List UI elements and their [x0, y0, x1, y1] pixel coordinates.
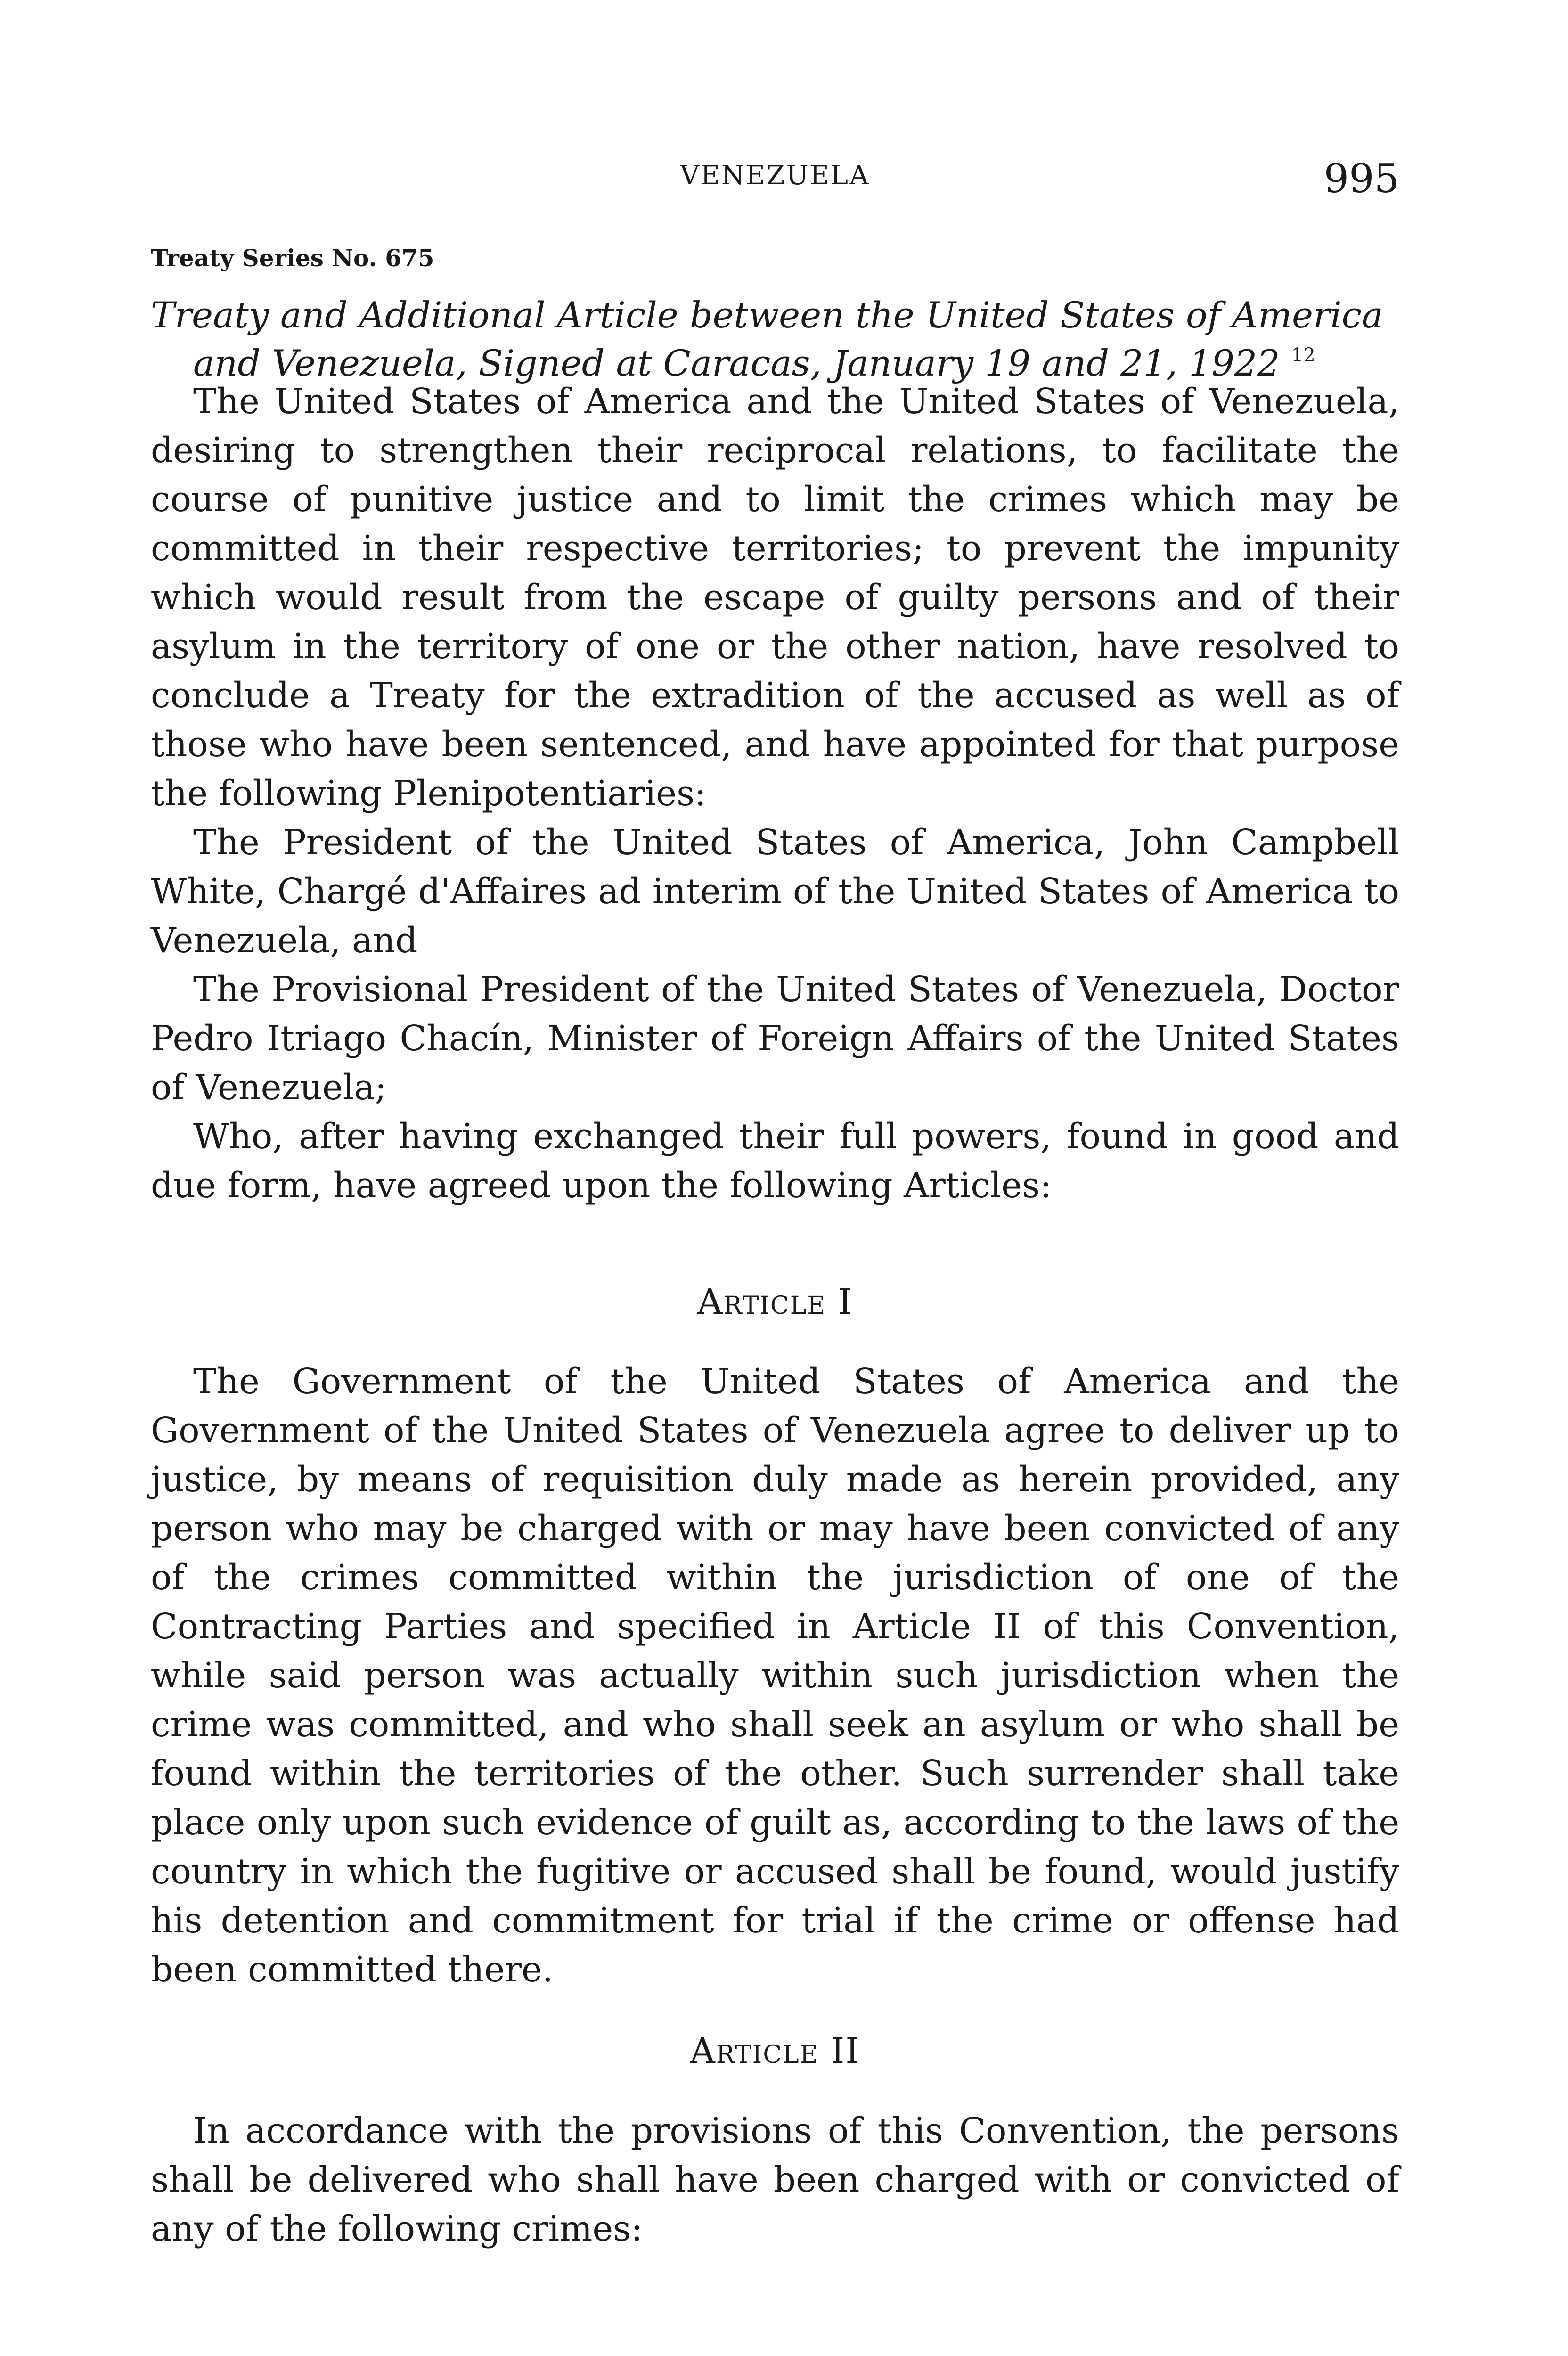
document-page — [151, 0, 1399, 2356]
article-1-body — [151, 1357, 1399, 1994]
page-number: 995 — [1323, 155, 1399, 202]
treaty-title-line-1: Treaty and Additional Article between the United States of America — [151, 294, 1383, 336]
article-1-paragraph: The Government of the United States of America and the Government of the United States of Venezuela agree to deliver up to justice, by means of requisition duly made as herein provided, any person who may be charged with or may have been convicted of any of the crimes committed within the jurisdiction of one of the Contracting Parties and specified in Article II of this Convention, while said person was actually within such jurisdiction when the crime was committed, and who shall seek an asylum or who shall be found within the territories of the other. Such surrender shall take place only upon such evidence of guilt as, according to the laws of the country in which the fugitive or accused shall be found, would justify his detention and commitment for trial if the crime or offense had been committed there. — [151, 1361, 1399, 1990]
running-title: VENEZUELA — [680, 160, 870, 191]
article-2-heading — [151, 2031, 1399, 2071]
preamble-paragraph: Who, after having exchanged their full powers, found in good and due form, have agreed upon the following Articles: — [151, 1116, 1399, 1206]
preamble-paragraph: The Provisional President of the United States of Venezuela, Doctor Pedro Itriago Chacín, Minister of Foreign Affairs of the United States of Venezuela; — [151, 969, 1399, 1108]
article-2-body — [151, 2106, 1399, 2253]
treaty-title-line-2-text: and Venezuela, Signed at Caracas, January 19 and 21, 1922 — [193, 342, 1280, 384]
footnote-reference[interactable]: 12 — [1291, 344, 1315, 366]
preamble-paragraph: The President of the United States of America, John Campbell White, Chargé d'Affaires ad interim of the United States of America to Venezuela, and — [151, 822, 1399, 961]
running-head — [151, 155, 1399, 202]
article-heading-word: Article — [690, 2031, 819, 2071]
preamble — [151, 377, 1399, 1210]
article-numeral: I — [838, 1282, 853, 1322]
preamble-paragraph: The United States of America and the United States of Venezuela, desiring to strengthen their reciprocal relations, to facilitate the course of punitive justice and to limit the crimes which may be committed in their respective territories; to prevent the impunity which would result from the escape of guilty persons and of their asylum in the territory of one or the other nation, have resolved to conclude a Treaty for the extradition of the accused as well as of those who have been sentenced, and have appointed for that purpose the following Plenipotentiaries: — [151, 381, 1399, 814]
article-numeral: II — [831, 2031, 860, 2071]
article-2-paragraph: In accordance with the provisions of this Convention, the persons shall be delivered who shall have been charged with or convicted of any of the following crimes: — [151, 2111, 1399, 2249]
article-heading-word: Article — [697, 1282, 826, 1322]
article-1-heading — [151, 1282, 1399, 1322]
treaty-title — [151, 291, 1399, 387]
treaty-series-label: Treaty Series No. 675 — [151, 244, 434, 272]
